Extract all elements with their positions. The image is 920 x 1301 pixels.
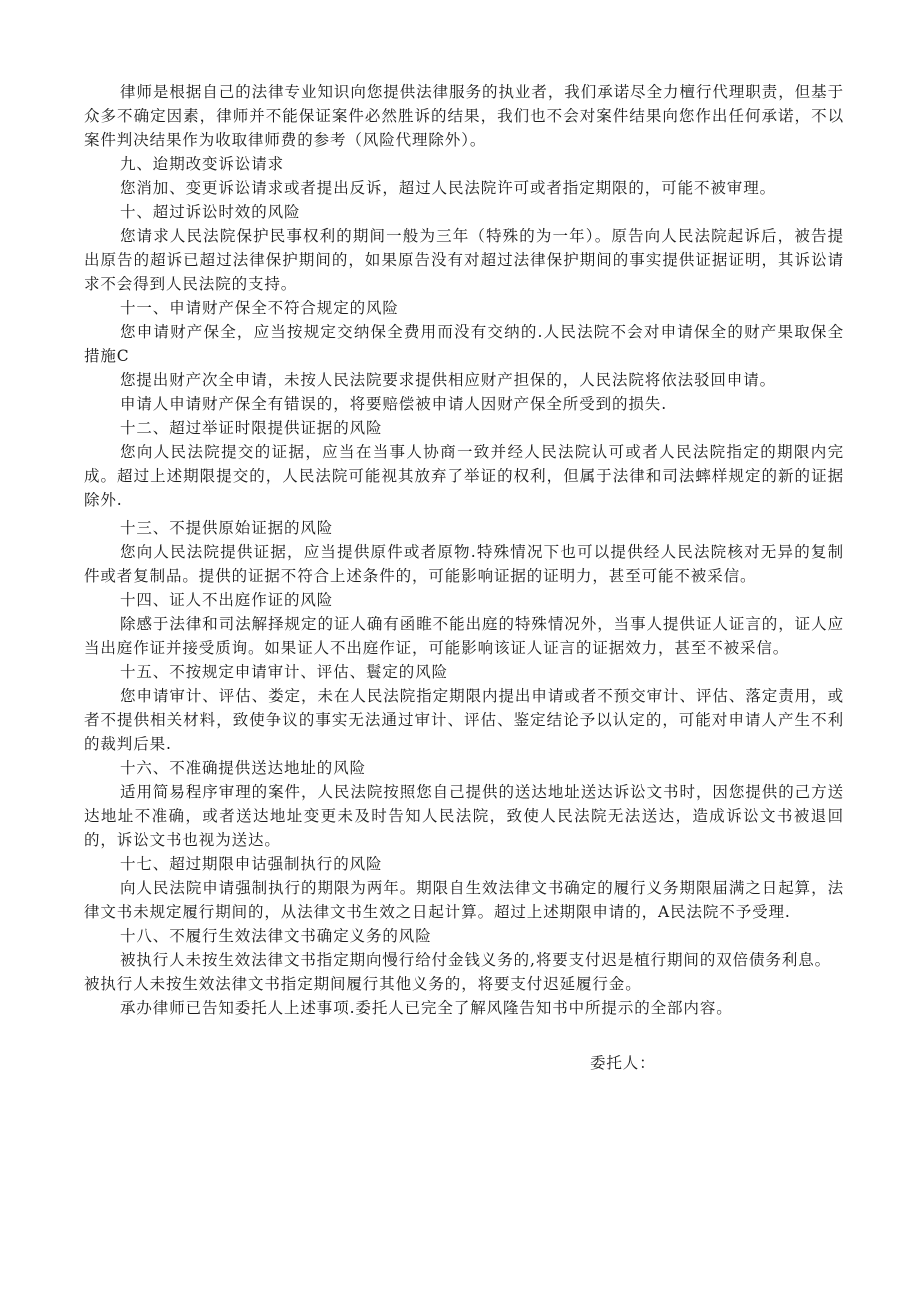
section-heading: 十一、申请财产保全不符合规定的风险 (120, 299, 399, 317)
section-heading: 十五、不按规定申请审计、评估、鬟定的风险 (120, 663, 449, 681)
section-heading: 九、迨期改变诉讼请求 (120, 155, 285, 173)
paragraph: 您消加、变更诉讼请求或者提出反诉，超过人民法院许可或者指定期限的，可能不被审理。 (120, 179, 777, 197)
paragraph: 被执行人未按生效法律文书指定期间履行其他义务的，将要支付迟延履行金。 (84, 975, 642, 993)
document-body (84, 80, 844, 1020)
paragraph: 申请人申请财产保全有错误的，将要赔偿被申请人因财产保全所受到的损失. (120, 395, 668, 413)
section-heading: 十二、超过举证时限提供证据的风险 (120, 419, 383, 437)
section-heading: 十七、超过期限申诂强制执行的风险 (120, 855, 383, 873)
section-heading: 十八、不履行生效法律文书确定义务的风险 (120, 927, 432, 945)
paragraph: 您向人民法院提供证据，应当提供原件或者原物.特殊情况下也可以提供经人民法院核对无异的复制件或者复制品。提供的证据不符合上述条件的，可能影响证据的证明力，甚至可能不被采信。 (84, 543, 844, 585)
paragraph: 您申请审计、评估、娄定，未在人民法院指定期限内提出申请或者不预交审计、评估、落定责用，或者不提供相关材料，致使争议的事实无法通过审计、评估、鉴定结论予以认定的，可能对申请人产生不利的裁判后果. (84, 687, 844, 753)
paragraph: 向人民法院申请强制执行的期限为两年。期限自生效法律文书确定的履行义务期限届满之日起算，法律文书未规定履行期间的，从法律文书生效之日起计算。超过上述期限申请的，A民法院不予受理. (84, 879, 844, 921)
paragraph: 承办律师已告知委托人上述事项.委托人已完全了解风隆告知书中所提示的全部内容。 (120, 999, 733, 1017)
paragraph: 您申请财产保全，应当按规定交纳保全费用而没有交纳的.人民法院不会对申请保全的财产果取保全措施C (84, 323, 844, 365)
signature-label: 委托人： (590, 1054, 656, 1072)
section-heading: 十四、证人不出庭作证的风险 (120, 591, 334, 609)
paragraph: 律师是根据自己的法律专业知识向您提供法律服务的执业者，我们承诺尽全力檀行代理职责，但基于众多不确定因素，律师并不能保证案件必然胜诉的结果，我们也不会对案件结果向您作出任何承诺，不以案件判决结果作为收取律师费的参考（风险代理除外）。 (84, 83, 844, 149)
paragraph: 您提出财产次全申请，未按人民法院要求提供相应财产担保的，人民法院将依法驳回申请。 (120, 371, 777, 389)
paragraph: 适用简易程序审理的案件，人民法院按照您自己提供的送达地址送达诉讼文书时，因您提供的己方送达地址不准确，或者送达地址变更未及时告知人民法院，致使人民法院无法送达，造成诉讼文书被退回的，诉讼文书也视为送达。 (84, 783, 844, 849)
paragraph: 除感于法律和司法解择规定的证人确有函睢不能出庭的特殊情况外，当事人提供证人证言的，证人应当出庭作证并接受质询。如果证人不出庭作证，可能影响该证人证言的证据效力，甚至不被采信。 (84, 615, 844, 657)
paragraph: 您请求人民法院保护民事权利的期间一般为三年（特殊的为一年）。原告向人民法院起诉后，被告提出原告的超诉已超过法律保护期间的，如果原告没有对超过法律保护期间的事实提供证据证明，其诉讼请求不会得到人民法院的支持。 (84, 227, 844, 293)
paragraph: 被执行人未按生效法律文书指定期向慢行给付金钱义务的,将要支付迟是植行期间的双倍债务利息。 (120, 951, 832, 969)
section-heading: 十、超过诉讼时效的风险 (120, 203, 301, 221)
section-heading: 十三、不提供原始证据的风险 (120, 519, 334, 537)
paragraph: 您向人民法院提交的证据，应当在当事人协商一致并经人民法院认可或者人民法院指定的期限内完成。超过上述期限提交的，人民法院可能视其放弃了举证的权利，但属于法律和司法蟀样规定的新的证据除外. (84, 443, 844, 509)
section-heading: 十六、不准确提供送达地址的风险 (120, 759, 367, 777)
